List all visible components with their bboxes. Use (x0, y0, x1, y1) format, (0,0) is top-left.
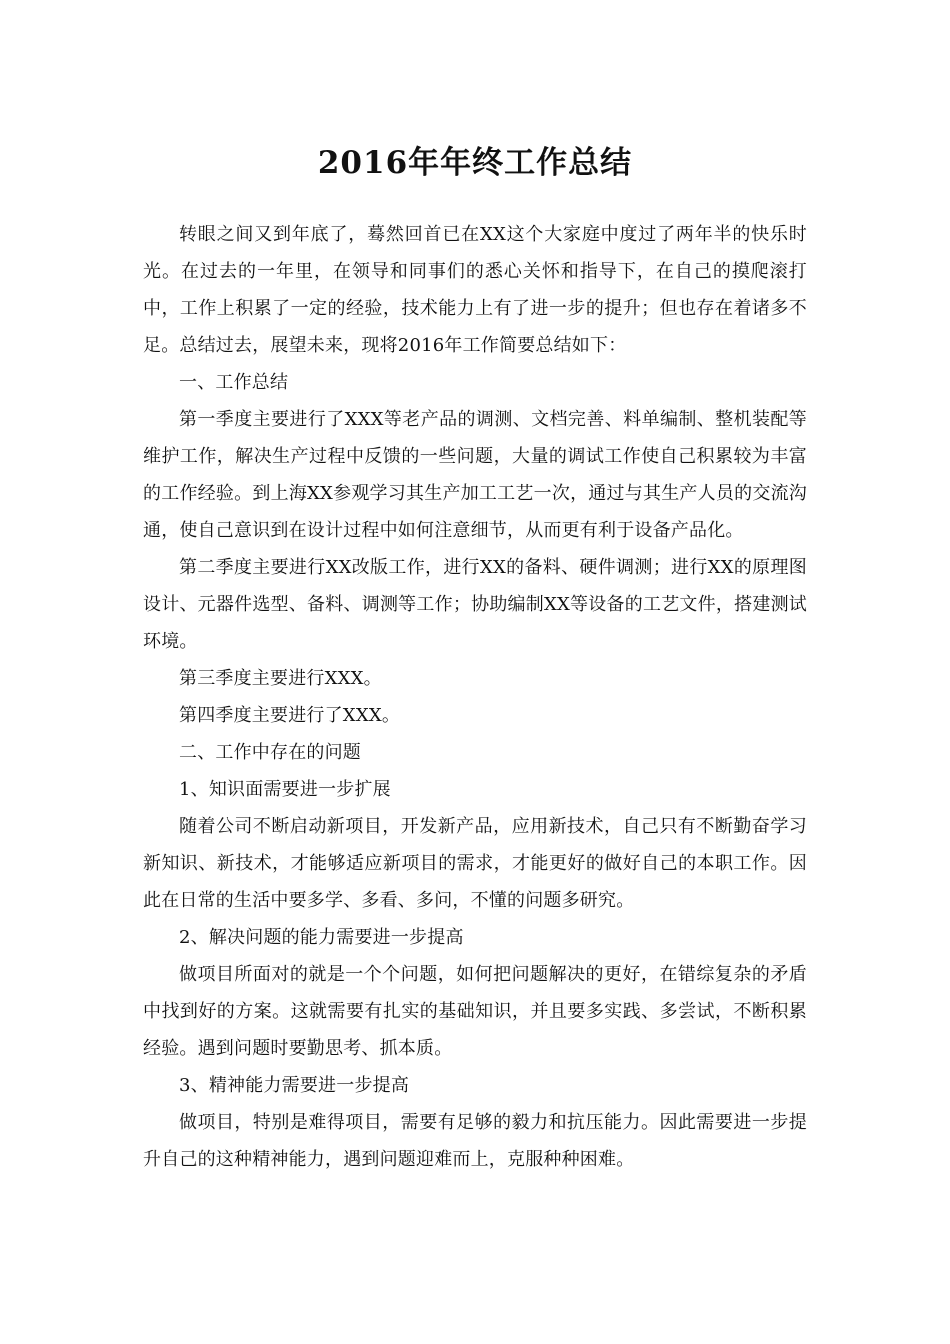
q4-paragraph: 第四季度主要进行了XXX。 (179, 705, 401, 726)
q1-paragraph: 第一季度主要进行了XXX等老产品的调测、文档完善、料单编制、整机装配等维护工作，解决生产过程中反馈的一些问题，大量的调试工作使自己积累较为丰富的工作经验。到上海XX参观学习其生产加工工艺一次，通过与其生产人员的交流沟通，使自己意识到在设计过程中如何注意细节，从而更有利于设备产品化。 (143, 409, 807, 541)
problem-2-heading: 2、解决问题的能力需要进一步提高 (179, 927, 464, 948)
section-heading-work-summary: 一、工作总结 (179, 372, 289, 393)
q2-paragraph: 第二季度主要进行XX改版工作，进行XX的备料、硬件调测；进行XX的原理图设计、元器件选型、备料、调测等工作；协助编制XX等设备的工艺文件，搭建测试环境。 (143, 557, 807, 652)
q3-paragraph: 第三季度主要进行XXX。 (179, 668, 382, 689)
document-body (143, 216, 807, 1178)
problem-1-paragraph: 随着公司不断启动新项目，开发新产品，应用新技术，自己只有不断勤奋学习新知识、新技术，才能够适应新项目的需求，才能更好的做好自己的本职工作。因此在日常的生活中要多学、多看、多问，不懂的问题多研究。 (143, 816, 807, 911)
problem-3-paragraph: 做项目，特别是难得项目，需要有足够的毅力和抗压能力。因此需要进一步提升自己的这种精神能力，遇到问题迎难而上，克服种种困难。 (143, 1112, 807, 1170)
intro-paragraph: 转眼之间又到年底了，蓦然回首已在XX这个大家庭中度过了两年半的快乐时光。在过去的一年里，在领导和同事们的悉心关怀和指导下，在自己的摸爬滚打中，工作上积累了一定的经验，技术能力上有了进一步的提升；但也存在着诸多不足。总结过去，展望未来，现将2016年工作简要总结如下： (143, 224, 807, 356)
problem-1-heading: 1、知识面需要进一步扩展 (179, 779, 391, 800)
problem-3-heading: 3、精神能力需要进一步提高 (179, 1075, 410, 1096)
section-heading-problems: 二、工作中存在的问题 (179, 742, 361, 763)
document-title: 2016年年终工作总结 (317, 145, 633, 181)
problem-2-paragraph: 做项目所面对的就是一个个问题，如何把问题解决的更好，在错综复杂的矛盾中找到好的方案。这就需要有扎实的基础知识，并且要多实践、多尝试，不断积累经验。遇到问题时要勤思考、抓本质。 (143, 964, 807, 1059)
